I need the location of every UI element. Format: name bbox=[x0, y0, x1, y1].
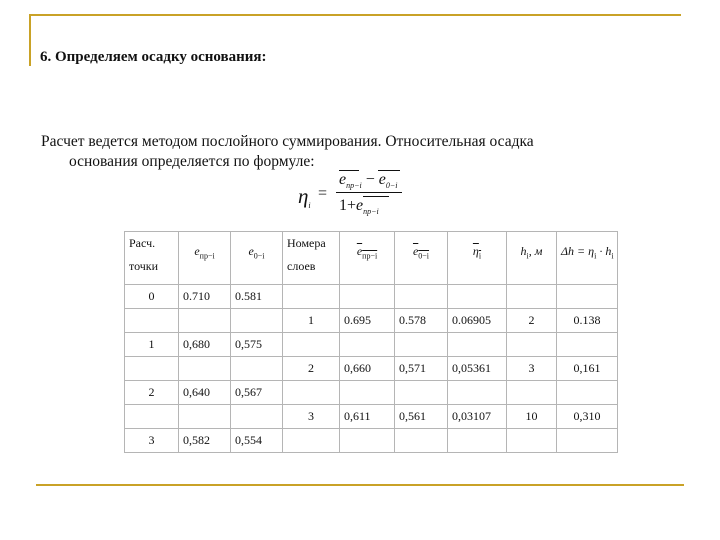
overline-den-epr bbox=[363, 196, 389, 197]
formula-denominator: $1+e_{пр-i}$ bbox=[339, 197, 379, 217]
header-eta: $\eta_i$ bbox=[448, 232, 507, 285]
cell-e0-avg: 0.578 bbox=[395, 309, 448, 333]
cell-dh: 0,310 bbox=[557, 405, 618, 429]
cell-epr: 0,640 bbox=[179, 381, 231, 405]
cell-layer bbox=[283, 333, 340, 357]
table-row bbox=[125, 381, 618, 405]
formula bbox=[296, 171, 436, 221]
cell-eta bbox=[448, 381, 507, 405]
cell-h bbox=[507, 381, 557, 405]
formula-numerator: $e_{пр-i} - e_{0-i}$ bbox=[339, 171, 398, 191]
header-h: $h_i$, м bbox=[507, 232, 557, 285]
cell-dh bbox=[557, 285, 618, 309]
cell-point: 1 bbox=[125, 333, 179, 357]
cell-epr bbox=[179, 357, 231, 381]
header-epr: $e_{пр-i}$ bbox=[179, 232, 231, 285]
cell-e0: 0,554 bbox=[231, 429, 283, 453]
header-dh: $\Delta h = \eta_i \cdot h_i$ bbox=[557, 232, 618, 285]
cell-e0-avg bbox=[395, 333, 448, 357]
cell-dh bbox=[557, 429, 618, 453]
cell-e0-avg bbox=[395, 285, 448, 309]
cell-epr bbox=[179, 405, 231, 429]
cell-h: 2 bbox=[507, 309, 557, 333]
cell-e0 bbox=[231, 357, 283, 381]
table-row bbox=[125, 357, 618, 381]
paragraph-line-1: Расчет ведется методом послойного суммирования. Относительная осадка bbox=[41, 133, 534, 150]
cell-epr-avg bbox=[340, 333, 395, 357]
table-row bbox=[125, 405, 618, 429]
cell-eta bbox=[448, 333, 507, 357]
cell-point: 3 bbox=[125, 429, 179, 453]
settlement-table bbox=[124, 231, 618, 453]
paragraph-line-2: основания определяется по формуле: bbox=[69, 153, 315, 170]
header-e0-avg: $e_{0-i}$ bbox=[395, 232, 448, 285]
cell-e0-avg bbox=[395, 381, 448, 405]
table-row bbox=[125, 429, 618, 453]
slide-heading: 6. Определяем осадку основания: bbox=[40, 49, 267, 65]
cell-epr: 0,680 bbox=[179, 333, 231, 357]
cell-h: 3 bbox=[507, 357, 557, 381]
cell-e0-avg: 0,561 bbox=[395, 405, 448, 429]
cell-epr-avg: 0.695 bbox=[340, 309, 395, 333]
cell-epr-avg: 0,660 bbox=[340, 357, 395, 381]
cell-dh bbox=[557, 333, 618, 357]
cell-e0: 0,575 bbox=[231, 333, 283, 357]
overline-e0 bbox=[378, 170, 400, 171]
bottom-rule bbox=[36, 484, 684, 486]
cell-epr: 0,582 bbox=[179, 429, 231, 453]
formula-lhs: $\eta_i$ bbox=[298, 184, 311, 211]
cell-layer: 3 bbox=[283, 405, 340, 429]
cell-layer: 2 bbox=[283, 357, 340, 381]
cell-eta: 0,05361 bbox=[448, 357, 507, 381]
cell-eta: 0.06905 bbox=[448, 309, 507, 333]
table-header-row bbox=[125, 232, 618, 285]
cell-h bbox=[507, 333, 557, 357]
cell-e0: 0.581 bbox=[231, 285, 283, 309]
cell-point bbox=[125, 405, 179, 429]
cell-point bbox=[125, 309, 179, 333]
header-layer: Номера слоев bbox=[283, 232, 340, 285]
cell-epr-avg bbox=[340, 429, 395, 453]
cell-e0-avg bbox=[395, 429, 448, 453]
header-epr-avg: $e_{пр-i}$ bbox=[340, 232, 395, 285]
cell-e0 bbox=[231, 309, 283, 333]
header-point: Расч. точки bbox=[125, 232, 179, 285]
left-rule bbox=[29, 14, 31, 66]
cell-e0: 0,567 bbox=[231, 381, 283, 405]
fraction-bar bbox=[336, 192, 402, 193]
cell-dh: 0,161 bbox=[557, 357, 618, 381]
cell-h bbox=[507, 285, 557, 309]
cell-layer bbox=[283, 429, 340, 453]
cell-dh: 0.138 bbox=[557, 309, 618, 333]
table-row bbox=[125, 333, 618, 357]
cell-eta: 0,03107 bbox=[448, 405, 507, 429]
cell-h: 10 bbox=[507, 405, 557, 429]
cell-layer bbox=[283, 285, 340, 309]
top-rule bbox=[29, 14, 681, 16]
cell-eta bbox=[448, 285, 507, 309]
table-row bbox=[125, 309, 618, 333]
overline-epr bbox=[339, 170, 359, 171]
cell-epr bbox=[179, 309, 231, 333]
cell-h bbox=[507, 429, 557, 453]
cell-layer bbox=[283, 381, 340, 405]
table-row bbox=[125, 285, 618, 309]
cell-epr-avg bbox=[340, 285, 395, 309]
cell-e0 bbox=[231, 405, 283, 429]
cell-point bbox=[125, 357, 179, 381]
cell-epr: 0.710 bbox=[179, 285, 231, 309]
cell-eta bbox=[448, 429, 507, 453]
cell-epr-avg bbox=[340, 381, 395, 405]
header-e0: $e_{0-i}$ bbox=[231, 232, 283, 285]
cell-layer: 1 bbox=[283, 309, 340, 333]
cell-dh bbox=[557, 381, 618, 405]
cell-e0-avg: 0,571 bbox=[395, 357, 448, 381]
cell-point: 0 bbox=[125, 285, 179, 309]
cell-point: 2 bbox=[125, 381, 179, 405]
cell-epr-avg: 0,611 bbox=[340, 405, 395, 429]
formula-equals: = bbox=[318, 185, 328, 202]
